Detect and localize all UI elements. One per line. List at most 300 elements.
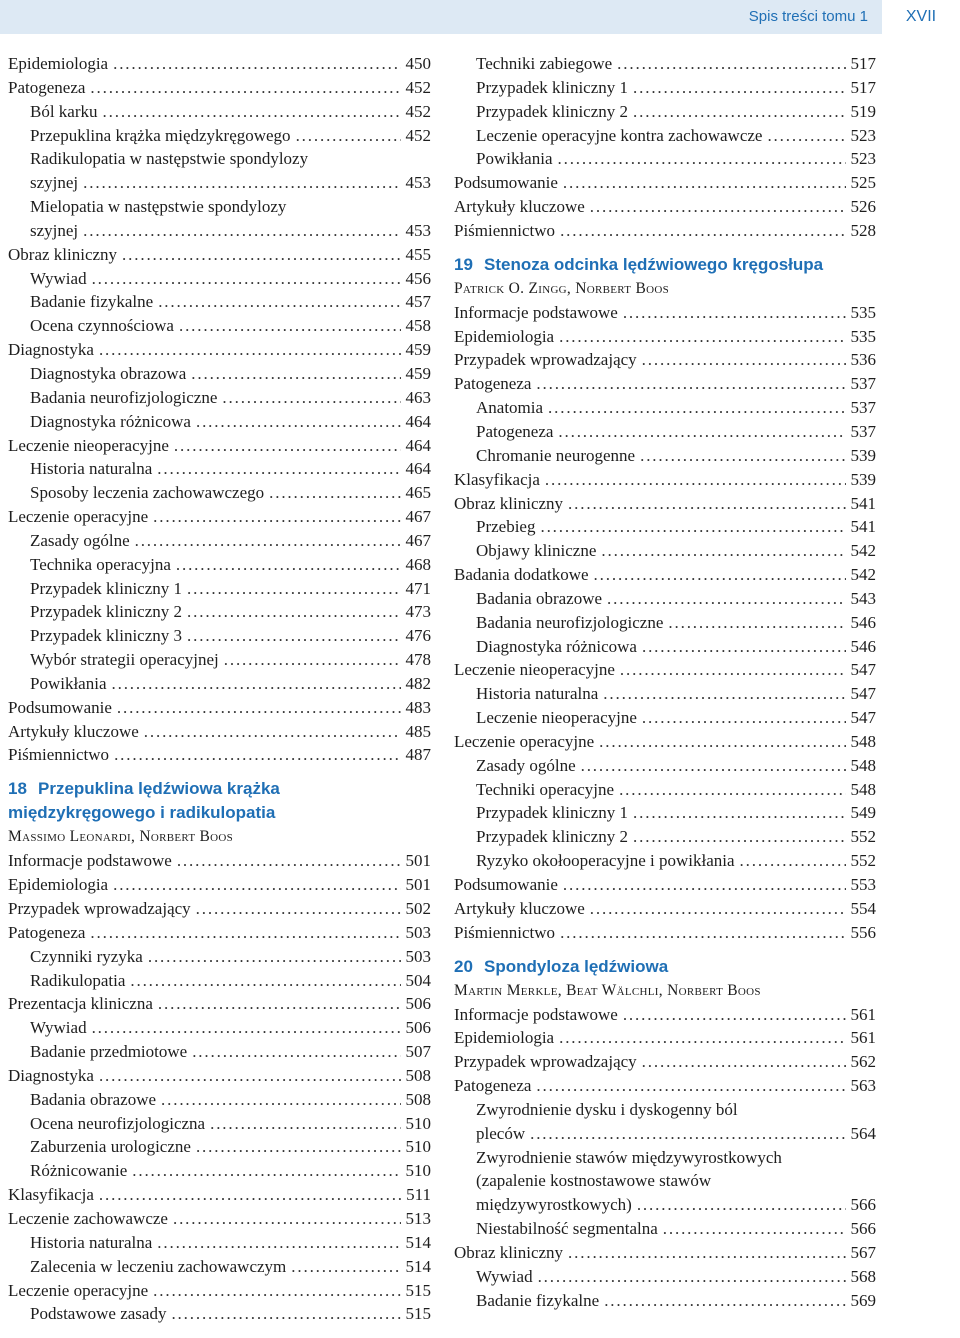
toc-entry-page: 508 [405, 1089, 431, 1109]
toc-entry-page: 452 [405, 125, 431, 145]
toc-entry-title: Leczenie operacyjne [454, 731, 595, 751]
toc-entry-title: Leczenie operacyjne kontra zachowawcze [476, 125, 763, 145]
toc-entry[interactable] [8, 1183, 431, 1207]
dot-leader [144, 720, 401, 744]
toc-entry-page: 564 [850, 1123, 876, 1143]
toc-entry-page: 535 [850, 302, 876, 322]
toc-entry-page: 539 [850, 445, 876, 465]
toc-entry-page: 485 [405, 721, 431, 741]
toc-entry[interactable] [454, 1169, 876, 1193]
toc-entry-title: Diagnostyka różnicowa [30, 411, 191, 431]
chapter-authors: Patrick O. Zingg, Norbert Boos [454, 279, 670, 297]
toc-entry[interactable] [454, 563, 876, 587]
toc-entry-page: 562 [850, 1052, 876, 1072]
toc-entry-page: 511 [406, 1185, 431, 1205]
dot-leader [540, 515, 845, 539]
toc-entry[interactable] [8, 195, 431, 219]
toc-entry[interactable] [8, 1088, 431, 1112]
toc-entry-title: Niestabilność segmentalna [476, 1219, 658, 1239]
toc-entry-title: Zalecenia w leczeniu zachowawczym [30, 1256, 287, 1276]
toc-entry-page: 561 [850, 1004, 876, 1024]
toc-entry-page: 517 [850, 54, 876, 73]
toc-entry-page: 537 [850, 398, 876, 418]
toc-entry[interactable] [8, 743, 431, 767]
toc-entry-title: Artykuły kluczowe [454, 197, 585, 217]
toc-entry[interactable] [454, 420, 876, 444]
toc-entry[interactable] [8, 720, 431, 744]
toc-entry-title: Diagnostyka [8, 1065, 94, 1085]
toc-entry[interactable] [8, 553, 431, 577]
toc-entry[interactable] [8, 672, 431, 696]
toc-entry-page: 546 [850, 636, 876, 656]
toc-entry-title: Piśmiennictwo [454, 220, 556, 240]
toc-entry-title: Diagnostyka [8, 340, 94, 360]
dot-leader [161, 1088, 400, 1112]
toc-entry[interactable] [454, 635, 876, 659]
toc-entry[interactable] [454, 219, 876, 243]
toc-entry-page: 508 [405, 1065, 431, 1085]
toc-entry[interactable] [8, 267, 431, 291]
toc-entry-page: 450 [405, 54, 431, 73]
toc-entry-page: 459 [405, 363, 431, 383]
dot-leader [99, 338, 401, 362]
toc-entry-page: 567 [850, 1242, 876, 1262]
toc-entry[interactable] [8, 648, 431, 672]
dot-leader [157, 1231, 400, 1255]
toc-entry-page: 501 [405, 875, 431, 895]
toc-entry[interactable] [8, 1207, 431, 1231]
toc-entry-page: 455 [405, 244, 431, 264]
toc-entry[interactable] [8, 171, 431, 195]
dot-leader [92, 267, 401, 291]
toc-entry-page: 468 [405, 554, 431, 574]
toc-entry-page: 548 [850, 755, 876, 775]
toc-entry-page: 515 [405, 1304, 431, 1324]
dot-leader [174, 434, 401, 458]
toc-entry[interactable] [454, 492, 876, 516]
toc-entry[interactable] [454, 515, 876, 539]
toc-entry-title: Wybór strategii operacyjnej [30, 650, 219, 670]
toc-entry[interactable] [8, 1112, 431, 1136]
dot-leader [607, 587, 845, 611]
toc-entry[interactable] [8, 849, 431, 873]
toc-entry-page: 556 [850, 922, 876, 942]
dot-leader [603, 682, 845, 706]
toc-entry[interactable] [454, 754, 876, 778]
toc-entry-title: Badanie fizykalne [30, 292, 154, 312]
toc-entry[interactable] [454, 682, 876, 706]
toc-entry-title: Artykuły kluczowe [8, 721, 139, 741]
toc-entry[interactable] [454, 195, 876, 219]
chapter-number: 20 [454, 956, 473, 976]
toc-entry-title: Leczenie nieoperacyjne [8, 435, 169, 455]
toc-entry[interactable] [454, 1241, 876, 1265]
toc-entry[interactable] [454, 921, 876, 945]
toc-entry-title: Czynniki ryzyka [30, 946, 143, 966]
toc-entry-page: 554 [850, 898, 876, 918]
toc-entry-page: 453 [405, 220, 431, 240]
toc-entry-title: Anatomia [476, 398, 544, 418]
toc-entry-title: Patogeneza [476, 421, 554, 441]
toc-entry-page: 528 [850, 220, 876, 240]
dot-leader [177, 849, 401, 873]
dot-leader [135, 529, 401, 553]
toc-entry-title: Klasyfikacja [454, 469, 540, 489]
toc-entry-title: Ryzyko okołooperacyjne i powikłania [476, 851, 735, 871]
toc-entry-page: 547 [850, 684, 876, 704]
toc-entry-page: 467 [405, 507, 431, 527]
toc-entry-title: Leczenie nieoperacyjne [454, 660, 615, 680]
dot-leader [599, 730, 845, 754]
toc-entry-title: Przypadek kliniczny 1 [476, 803, 629, 823]
toc-entry[interactable] [454, 124, 876, 148]
toc-entry-title: Zaburzenia urologiczne [30, 1137, 191, 1157]
toc-entry[interactable] [8, 945, 431, 969]
toc-entry[interactable] [454, 1217, 876, 1241]
toc-entry[interactable] [454, 1289, 876, 1313]
dot-leader [568, 492, 845, 516]
toc-entry-page: 568 [850, 1266, 876, 1286]
toc-entry-page: 506 [405, 994, 431, 1014]
dot-leader [192, 1040, 400, 1064]
toc-entry[interactable] [8, 696, 431, 720]
toc-entry-title: Epidemiologia [8, 875, 109, 895]
toc-entry-title: Badania neurofizjologiczne [30, 387, 218, 407]
dot-leader [559, 325, 845, 349]
dot-leader [604, 1289, 845, 1313]
dot-leader [740, 849, 846, 873]
toc-entry-page: 541 [850, 493, 876, 513]
toc-entry-page: 561 [850, 1028, 876, 1048]
toc-entry[interactable] [454, 825, 876, 849]
toc-entry-title: Objawy kliniczne [476, 541, 597, 561]
toc-entry[interactable] [8, 992, 431, 1016]
dot-leader [538, 1265, 846, 1289]
toc-entry-title: Techniki operacyjne [476, 779, 615, 799]
toc-entry[interactable] [8, 76, 431, 100]
toc-entry-page: 517 [850, 77, 876, 97]
toc-entry[interactable] [454, 147, 876, 171]
toc-entry[interactable] [454, 611, 876, 635]
toc-entry-page: 548 [850, 731, 876, 751]
toc-entry[interactable] [454, 444, 876, 468]
toc-entry[interactable] [454, 396, 876, 420]
toc-entry[interactable] [8, 52, 431, 76]
dot-leader [568, 1241, 845, 1265]
toc-entry-title: Historia naturalna [30, 459, 153, 479]
toc-entry-title: Piśmiennictwo [8, 745, 110, 765]
toc-entry-page: 510 [405, 1113, 431, 1133]
toc-entry[interactable] [8, 1279, 431, 1303]
dot-leader [112, 672, 401, 696]
toc-entry-title: Przypadek kliniczny 1 [476, 77, 629, 97]
chapter-heading-19[interactable] [454, 253, 876, 277]
dot-leader [99, 1064, 401, 1088]
toc-entry-page: 506 [405, 1018, 431, 1038]
chapter-number: 19 [454, 254, 473, 274]
toc-entry[interactable] [8, 386, 431, 410]
toc-entry[interactable] [454, 1050, 876, 1074]
dot-leader [191, 362, 400, 386]
toc-entry[interactable] [454, 1003, 876, 1027]
dot-leader [291, 1255, 400, 1279]
toc-entry[interactable] [8, 124, 431, 148]
toc-entry[interactable] [8, 1302, 431, 1326]
toc-entry[interactable] [8, 314, 431, 338]
toc-entry[interactable] [454, 1026, 876, 1050]
toc-entry[interactable] [454, 76, 876, 100]
toc-entry[interactable] [454, 849, 876, 873]
dot-leader [545, 468, 846, 492]
toc-entry[interactable] [8, 873, 431, 897]
toc-entry[interactable] [454, 897, 876, 921]
toc-entry[interactable] [8, 1040, 431, 1064]
dot-leader [269, 481, 400, 505]
toc-entry-page: 542 [850, 565, 876, 585]
toc-entry-page: 553 [850, 875, 876, 894]
dot-leader [83, 171, 400, 195]
toc-column-right [454, 52, 876, 1313]
toc-entry-page: 563 [850, 1076, 876, 1096]
toc-entry-title: Różnicowanie [30, 1161, 128, 1181]
dot-leader [663, 1217, 846, 1241]
toc-entry-page: 525 [850, 173, 876, 193]
toc-entry-page: 536 [850, 350, 876, 370]
toc-entry-title: Przepuklina krążka międzykręgowego [30, 125, 291, 145]
toc-column-left [8, 52, 431, 1326]
toc-entry-title: Powikłania [30, 673, 107, 693]
toc-entry-title: Historia naturalna [476, 684, 599, 704]
toc-entry-title: Patogeneza [8, 922, 86, 942]
chapter-title-line1: Przepuklina lędźwiowa krążka [38, 779, 280, 799]
toc-entry-page: 453 [405, 173, 431, 193]
toc-entry[interactable] [454, 1074, 876, 1098]
toc-entry[interactable] [454, 468, 876, 492]
toc-entry-title: Chromanie neurogenne [476, 445, 636, 465]
dot-leader [132, 1159, 400, 1183]
toc-entry-page: 464 [405, 459, 431, 479]
dot-leader [196, 410, 401, 434]
toc-entry[interactable] [8, 577, 431, 601]
toc-entry-title: Przypadek wprowadzający [454, 350, 637, 370]
toc-entry-title: Artykuły kluczowe [454, 898, 585, 918]
toc-entry[interactable] [454, 730, 876, 754]
toc-entry[interactable] [8, 243, 431, 267]
toc-entry[interactable] [8, 290, 431, 314]
toc-entry[interactable] [454, 706, 876, 730]
toc-entry[interactable] [8, 410, 431, 434]
toc-entry-page: 539 [850, 469, 876, 489]
toc-entry-page: 503 [405, 946, 431, 966]
toc-entry-title: Zasady ogólne [30, 530, 130, 550]
toc-entry-page: 467 [405, 530, 431, 550]
toc-list-chapter-18 [8, 849, 431, 1326]
toc-entry-page: 502 [405, 899, 431, 918]
dot-leader [296, 124, 401, 148]
toc-entry-title: Diagnostyka różnicowa [476, 636, 637, 656]
toc-entry-title: szyjnej [30, 173, 79, 193]
toc-entry[interactable] [454, 658, 876, 682]
dot-leader [560, 921, 845, 945]
toc-entry[interactable] [8, 897, 431, 921]
toc-entry[interactable] [8, 1135, 431, 1159]
toc-entry-title: Epidemiologia [8, 54, 109, 73]
dot-leader [530, 1122, 845, 1146]
toc-entry-title: Patogeneza [454, 1076, 532, 1096]
dot-leader [187, 624, 400, 648]
toc-entry-title: Obraz kliniczny [454, 1242, 564, 1262]
toc-entry[interactable] [8, 1159, 431, 1183]
toc-entry[interactable] [8, 219, 431, 243]
toc-entry-page: 547 [850, 660, 876, 680]
toc-entry-title: szyjnej [30, 220, 79, 240]
page-number: XVII [882, 0, 960, 34]
toc-entry-page: 510 [405, 1161, 431, 1181]
dot-leader [536, 372, 845, 396]
toc-entry-title: Badania obrazowe [476, 588, 603, 608]
toc-entry[interactable] [8, 600, 431, 624]
dot-leader [171, 1302, 400, 1326]
toc-entry[interactable] [8, 338, 431, 362]
dot-leader [642, 348, 846, 372]
dot-leader [173, 1207, 401, 1231]
toc-entry-page: 523 [850, 125, 876, 145]
toc-entry-title: Mielopatia w następstwie spondylozy [30, 197, 287, 217]
dot-leader [594, 563, 846, 587]
dot-leader [623, 301, 846, 325]
toc-entry-title: Przypadek wprowadzający [454, 1052, 637, 1072]
toc-entry-page: 519 [850, 101, 876, 121]
toc-entry-title: Przypadek kliniczny 1 [30, 578, 183, 598]
dot-leader [558, 420, 845, 444]
toc-entry-page: 458 [405, 316, 431, 336]
toc-list-chapter-19 [454, 301, 876, 945]
chapter-heading-20[interactable] [454, 955, 876, 979]
toc-entry[interactable] [454, 372, 876, 396]
toc-entry[interactable] [8, 457, 431, 481]
toc-entry[interactable] [454, 1146, 876, 1170]
dot-leader [224, 648, 401, 672]
toc-entry-page: 548 [850, 779, 876, 799]
toc-entry[interactable] [454, 100, 876, 124]
toc-entry[interactable] [8, 362, 431, 386]
toc-entry-page: 543 [850, 588, 876, 608]
toc-entry-title: Badania obrazowe [30, 1089, 157, 1109]
toc-entry[interactable] [8, 1016, 431, 1040]
dot-leader [196, 897, 401, 921]
dot-leader [548, 396, 845, 420]
dot-leader [633, 825, 845, 849]
toc-entry-title: Leczenie zachowawcze [8, 1208, 168, 1228]
toc-entry[interactable] [454, 778, 876, 802]
toc-entry-page: 541 [850, 517, 876, 537]
toc-entry[interactable] [454, 539, 876, 563]
toc-entry-page: 465 [405, 483, 431, 503]
chapter-title-line1: Spondyloza lędźwiowa [484, 956, 669, 976]
toc-entry[interactable] [454, 1265, 876, 1289]
dot-leader [640, 444, 845, 468]
toc-entry-title: Obraz kliniczny [8, 244, 118, 264]
toc-entry[interactable] [454, 52, 876, 76]
toc-entry-title: Podstawowe zasady [30, 1304, 167, 1324]
toc-entry[interactable] [8, 481, 431, 505]
toc-entry-page: 510 [405, 1137, 431, 1157]
chapter-heading-18[interactable] [8, 777, 431, 801]
dot-leader [642, 635, 846, 659]
toc-entry-title: Prezentacja kliniczna [8, 994, 153, 1014]
toc-entry[interactable] [8, 1255, 431, 1279]
toc-entry-title: Powikłania [476, 149, 553, 169]
toc-entry[interactable] [454, 348, 876, 372]
toc-entry[interactable] [8, 505, 431, 529]
toc-entry-title: Sposoby leczenia zachowawczego [30, 483, 265, 503]
dot-leader [560, 219, 845, 243]
toc-entry-page: 459 [405, 340, 431, 360]
dot-leader [559, 1026, 845, 1050]
toc-entry-title: Diagnostyka obrazowa [30, 363, 187, 383]
dot-leader [176, 553, 401, 577]
toc-entry[interactable] [454, 171, 876, 195]
toc-entry-title: Badanie przedmiotowe [30, 1042, 188, 1062]
toc-entry[interactable] [454, 587, 876, 611]
toc-entry-page: 546 [850, 612, 876, 632]
toc-entry-title: Zasady ogólne [476, 755, 576, 775]
toc-entry[interactable] [454, 1193, 876, 1217]
toc-entry-title: Obraz kliniczny [454, 493, 564, 513]
toc-entry[interactable] [8, 969, 431, 993]
dot-leader [536, 1074, 845, 1098]
toc-entry[interactable] [8, 624, 431, 648]
toc-entry-title: Leczenie operacyjne [8, 1280, 149, 1300]
dot-leader [668, 611, 845, 635]
toc-entry[interactable] [454, 1098, 876, 1122]
toc-entry-title: Informacje podstawowe [8, 851, 172, 871]
toc-entry-title: Ocena czynnościowa [30, 316, 174, 336]
dot-leader [196, 1135, 401, 1159]
dot-leader [122, 243, 400, 267]
toc-entry[interactable] [8, 529, 431, 553]
toc-entry-page: 552 [850, 827, 876, 847]
dot-leader [158, 290, 400, 314]
toc-entry-title: (zapalenie kostnostawowe stawów [476, 1171, 712, 1191]
toc-entry[interactable] [8, 1064, 431, 1088]
toc-entry-title: międzywyrostkowych) [476, 1195, 632, 1215]
dot-leader [558, 147, 846, 171]
toc-entry[interactable] [8, 434, 431, 458]
toc-entry[interactable] [454, 325, 876, 349]
toc-entry-page: 463 [405, 387, 431, 407]
toc-entry[interactable] [8, 147, 431, 171]
toc-entry-page: 503 [405, 922, 431, 942]
toc-entry-title: Radikulopatia w następstwie spondylozy [30, 149, 309, 169]
toc-entry-title: Historia naturalna [30, 1232, 153, 1252]
toc-entry[interactable] [454, 801, 876, 825]
toc-entry[interactable] [454, 873, 876, 897]
dot-leader [92, 1016, 401, 1040]
toc-entry[interactable] [454, 1122, 876, 1146]
toc-entry-title: Podsumowanie [454, 173, 558, 193]
toc-entry-title: Informacje podstawowe [454, 302, 618, 322]
toc-entry[interactable] [8, 100, 431, 124]
toc-entry[interactable] [8, 921, 431, 945]
toc-entry[interactable] [454, 301, 876, 325]
toc-entry[interactable] [8, 1231, 431, 1255]
dot-leader [153, 1279, 400, 1303]
toc-entry-page: 537 [850, 374, 876, 394]
toc-entry-title: Podsumowanie [8, 697, 112, 717]
toc-entry-title: Ból karku [30, 101, 98, 121]
toc-entry-title: Wywiad [476, 1266, 533, 1286]
